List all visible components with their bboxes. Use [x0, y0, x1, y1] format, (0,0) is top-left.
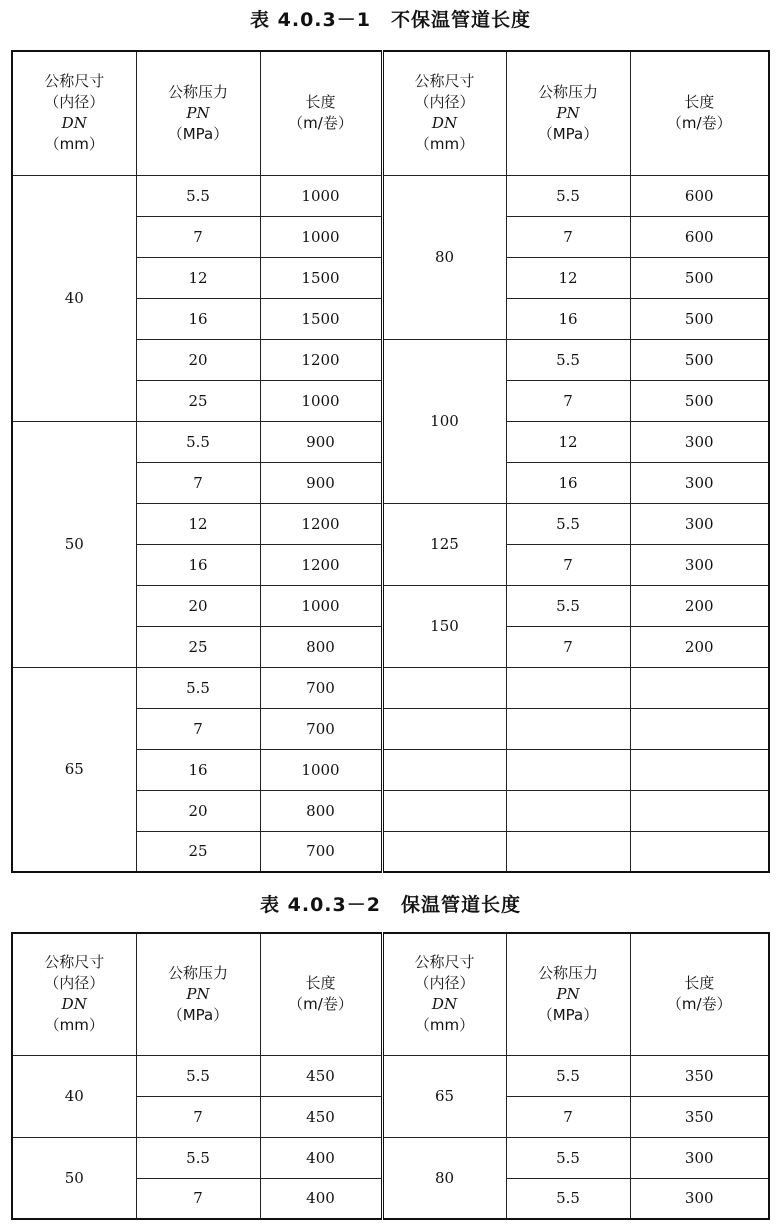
length-cell: 400 — [260, 1178, 382, 1219]
header-len-right — [630, 933, 769, 1055]
length-cell: 1000 — [260, 216, 382, 257]
pn-cell: 7 — [136, 216, 260, 257]
header-line: （内径） — [414, 93, 475, 112]
length-cell: 900 — [260, 462, 382, 503]
pn-cell: 12 — [506, 421, 630, 462]
header-pn-right — [506, 933, 630, 1055]
pn-cell: 25 — [136, 380, 260, 421]
pn-cell: 5.5 — [136, 175, 260, 216]
pn-cell: 7 — [506, 544, 630, 585]
empty-cell — [506, 667, 630, 708]
header-line: 公称尺寸 — [44, 72, 105, 91]
length-cell: 350 — [630, 1096, 769, 1137]
length-cell: 300 — [630, 421, 769, 462]
pn-cell: 7 — [136, 708, 260, 749]
header-line: PN — [186, 103, 210, 122]
empty-cell — [630, 790, 769, 831]
header-line: DN — [431, 995, 458, 1014]
dn-cell: 80 — [382, 1137, 506, 1219]
length-cell: 800 — [260, 790, 382, 831]
header-line: 长度 — [305, 93, 336, 112]
pn-cell: 16 — [506, 462, 630, 503]
empty-cell — [630, 708, 769, 749]
table1-caption: 表 4.0.3－1 不保温管道长度 — [250, 9, 531, 31]
pn-cell: 7 — [506, 380, 630, 421]
pn-cell: 7 — [136, 1178, 260, 1219]
dn-cell: 65 — [382, 1055, 506, 1137]
header-line: （内径） — [44, 93, 105, 112]
header-line: （内径） — [44, 974, 105, 993]
pn-cell: 5.5 — [506, 1055, 630, 1096]
length-cell: 1200 — [260, 339, 382, 380]
header-line: 长度 — [684, 93, 715, 112]
dn-cell: 100 — [382, 339, 506, 503]
pn-cell: 5.5 — [506, 175, 630, 216]
length-cell: 300 — [630, 544, 769, 585]
header-line: 公称尺寸 — [414, 72, 475, 91]
pn-cell: 5.5 — [136, 1055, 260, 1096]
pn-cell: 5.5 — [136, 1137, 260, 1178]
pn-cell: 16 — [136, 749, 260, 790]
dn-cell: 40 — [12, 175, 136, 421]
length-cell: 300 — [630, 1178, 769, 1219]
pn-cell: 16 — [136, 544, 260, 585]
length-cell: 1500 — [260, 257, 382, 298]
empty-cell — [506, 749, 630, 790]
header-dn-left — [12, 51, 136, 175]
length-cell: 600 — [630, 175, 769, 216]
empty-cell — [506, 831, 630, 872]
header-pn-left — [136, 51, 260, 175]
header-line: 公称尺寸 — [414, 953, 475, 972]
length-cell: 1000 — [260, 749, 382, 790]
dn-cell: 65 — [12, 667, 136, 872]
header-line: （m/卷） — [288, 995, 353, 1014]
length-cell: 350 — [630, 1055, 769, 1096]
length-cell: 1000 — [260, 380, 382, 421]
header-line: DN — [61, 995, 87, 1014]
header-line: （MPa） — [167, 124, 229, 143]
pn-cell: 25 — [136, 831, 260, 872]
length-cell: 700 — [260, 667, 382, 708]
pn-cell: 5.5 — [506, 503, 630, 544]
pn-cell: 7 — [506, 216, 630, 257]
table2-caption: 表 4.0.3－2 保温管道长度 — [260, 894, 521, 916]
pn-cell: 5.5 — [506, 1137, 630, 1178]
pn-cell: 12 — [136, 503, 260, 544]
length-cell: 800 — [260, 626, 382, 667]
empty-cell — [506, 790, 630, 831]
length-cell: 1500 — [260, 298, 382, 339]
header-line: 长度 — [684, 974, 715, 993]
empty-cell — [630, 667, 769, 708]
table-row — [12, 175, 769, 216]
pn-cell: 20 — [136, 790, 260, 831]
header-line: DN — [61, 114, 87, 133]
header-line: 公称尺寸 — [44, 953, 105, 972]
header-line: 公称压力 — [537, 82, 598, 101]
header-line: DN — [431, 114, 458, 133]
length-cell: 600 — [630, 216, 769, 257]
pn-cell: 16 — [506, 298, 630, 339]
header-line: （m/卷） — [288, 114, 353, 133]
header-line: （MPa） — [537, 124, 599, 143]
pn-cell: 12 — [136, 257, 260, 298]
header-line: 长度 — [305, 974, 336, 993]
empty-cell — [382, 708, 506, 749]
length-cell: 1200 — [260, 544, 382, 585]
pn-cell: 25 — [136, 626, 260, 667]
header-pn-right — [506, 51, 630, 175]
header-line: PN — [186, 984, 210, 1003]
pn-cell: 7 — [506, 1096, 630, 1137]
header-len-left — [260, 933, 382, 1055]
length-cell: 300 — [630, 503, 769, 544]
header-line: PN — [556, 103, 580, 122]
header-line: （m/卷） — [666, 114, 732, 133]
pn-cell: 5.5 — [136, 667, 260, 708]
pn-cell: 5.5 — [506, 1178, 630, 1219]
table-row — [12, 667, 769, 708]
dn-cell: 150 — [382, 585, 506, 667]
table-row — [12, 1137, 769, 1178]
length-cell: 1200 — [260, 503, 382, 544]
header-len-right — [630, 51, 769, 175]
empty-cell — [630, 831, 769, 872]
empty-cell — [382, 667, 506, 708]
header-line: 公称压力 — [167, 82, 228, 101]
length-cell: 500 — [630, 257, 769, 298]
length-cell: 200 — [630, 585, 769, 626]
header-line: （mm） — [44, 1016, 104, 1035]
length-cell: 700 — [260, 708, 382, 749]
pn-cell: 7 — [136, 1096, 260, 1137]
pn-cell: 20 — [136, 339, 260, 380]
table-row — [12, 1055, 769, 1096]
pn-cell: 20 — [136, 585, 260, 626]
length-cell: 450 — [260, 1096, 382, 1137]
empty-cell — [382, 790, 506, 831]
header-row — [12, 51, 769, 175]
length-cell: 1000 — [260, 585, 382, 626]
pn-cell: 5.5 — [506, 585, 630, 626]
length-cell: 500 — [630, 339, 769, 380]
header-dn-left — [12, 933, 136, 1055]
length-cell: 450 — [260, 1055, 382, 1096]
length-cell: 500 — [630, 298, 769, 339]
header-dn-right — [382, 933, 506, 1055]
header-row — [12, 933, 769, 1055]
empty-cell — [630, 749, 769, 790]
header-line: 公称压力 — [537, 963, 598, 982]
pn-cell: 12 — [506, 257, 630, 298]
table2-heated-pipe-length — [11, 932, 770, 1220]
length-cell: 300 — [630, 462, 769, 503]
dn-cell: 50 — [12, 1137, 136, 1219]
pn-cell: 16 — [136, 298, 260, 339]
header-line: （内径） — [414, 974, 475, 993]
header-line: 公称压力 — [167, 963, 228, 982]
length-cell: 700 — [260, 831, 382, 872]
header-line: （mm） — [414, 135, 475, 154]
dn-cell: 125 — [382, 503, 506, 585]
length-cell: 900 — [260, 421, 382, 462]
empty-cell — [382, 749, 506, 790]
pn-cell: 5.5 — [136, 421, 260, 462]
length-cell: 200 — [630, 626, 769, 667]
pn-cell: 7 — [506, 626, 630, 667]
dn-cell: 50 — [12, 421, 136, 667]
length-cell: 1000 — [260, 175, 382, 216]
length-cell: 300 — [630, 1137, 769, 1178]
header-line: （m/卷） — [666, 995, 732, 1014]
header-line: （MPa） — [167, 1005, 229, 1024]
dn-cell: 80 — [382, 175, 506, 339]
table1-unheated-pipe-length — [11, 50, 770, 873]
header-line: （MPa） — [537, 1005, 599, 1024]
empty-cell — [382, 831, 506, 872]
header-line: （mm） — [414, 1016, 475, 1035]
pn-cell: 7 — [136, 462, 260, 503]
header-line: （mm） — [44, 135, 104, 154]
empty-cell — [506, 708, 630, 749]
length-cell: 500 — [630, 380, 769, 421]
dn-cell: 40 — [12, 1055, 136, 1137]
header-dn-right — [382, 51, 506, 175]
pn-cell: 5.5 — [506, 339, 630, 380]
header-pn-left — [136, 933, 260, 1055]
length-cell: 400 — [260, 1137, 382, 1178]
header-len-left — [260, 51, 382, 175]
header-line: PN — [556, 984, 580, 1003]
